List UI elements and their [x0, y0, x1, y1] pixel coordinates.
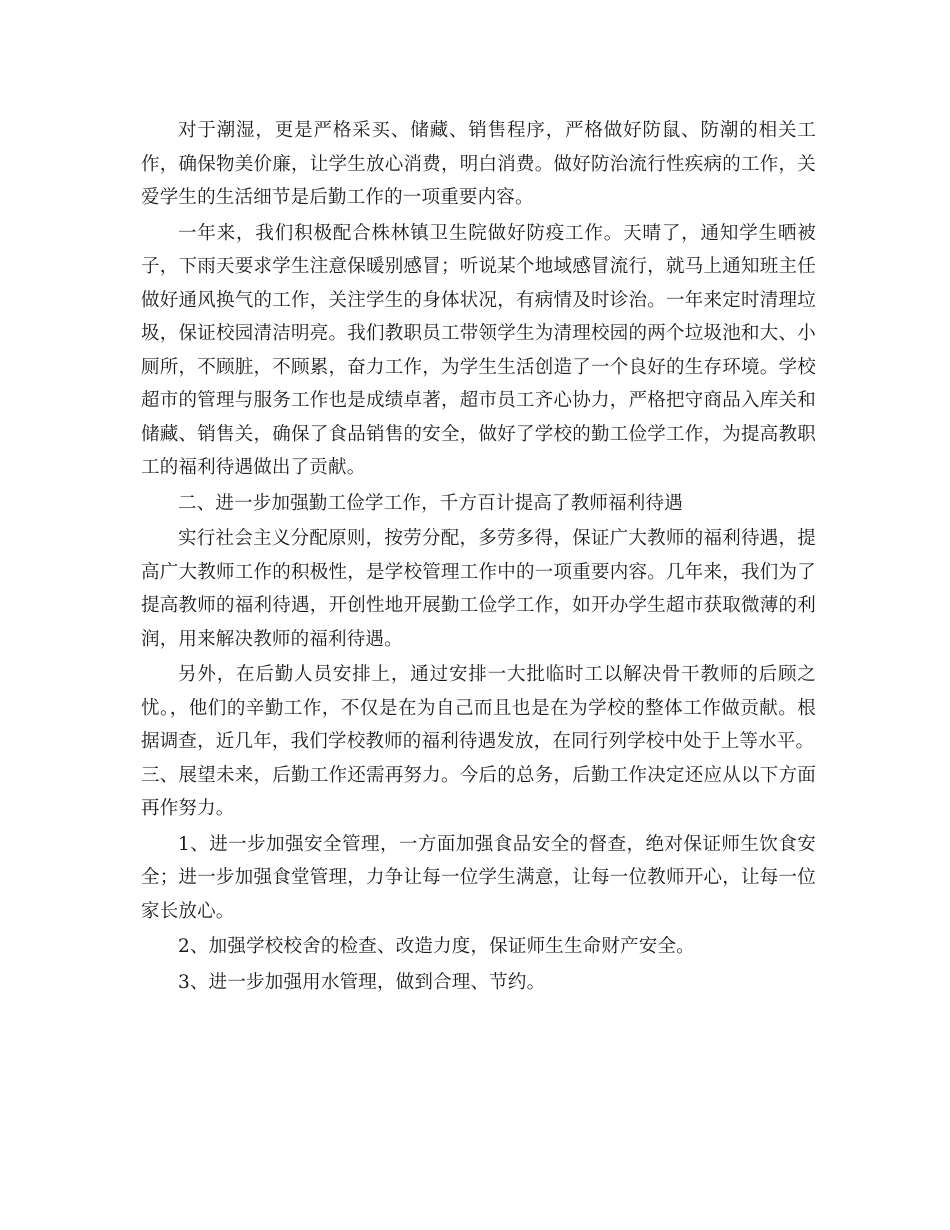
section-heading-work-study: 二、进一步加强勤工俭学工作，千方百计提高了教师福利待遇	[178, 492, 683, 514]
list-item-water-management: 3、进一步加强用水管理，做到合理、节约。	[178, 971, 546, 993]
document-body	[141, 114, 816, 999]
section-heading-outlook: 三、展望未来，后勤工作还需再努力。今后的总务，后勤工作决定还应从以下方面再作努力。	[141, 764, 816, 819]
list-item-safety-management: 1、进一步加强安全管理，一方面加强食品安全的督查，绝对保证师生饮食安全；进一步加强食堂管理，力争让每一位学生满意，让每一位教师开心，让每一位家长放心。	[141, 833, 816, 922]
list-item-building-inspection: 2、加强学校校舍的检查、改造力度，保证师生生命财产安全。	[178, 936, 695, 957]
paragraph-moisture-procurement: 对于潮湿，更是严格采买、储藏、销售程序，严格做好防鼠、防潮的相关工作，确保物美价廉，让学生放心消费，明白消费。做好防治流行性疾病的工作，关爱学生的生活细节是后勤工作的一项重要内容。	[141, 120, 816, 208]
paragraph-epidemic-prevention: 一年来，我们积极配合株林镇卫生院做好防疫工作。天晴了，通知学生晒被子，下雨天要求学生注意保暖别感冒；听说某个地域感冒流行，就马上通知班主任做好通风换气的工作，关注学生的身体状况，有病情及时诊治。一年来定时清理垃圾，保证校园清洁明亮。我们教职员工带领学生为清理校园的两个垃圾池和大、小厕所，不顾脏，不顾累，奋力工作，为学生生活创造了一个良好的生存环境。学校超市的管理与服务工作也是成绩卓著，超市员工齐心协力，严格把守商品入库关和储藏、销售关，确保了食品销售的安全，做好了学校的勤工俭学工作，为提高教职工的福利待遇做出了贡献。	[141, 222, 816, 478]
paragraph-staff-arrangement: 另外，在后勤人员安排上，通过安排一大批临时工以解决骨干教师的后顾之忧。，他们的辛勤工作，不仅是在为自己而且也是在为学校的整体工作做贡献。根据调查，近几年，我们学校教师的福利待遇发放，在同行列学校中处于上等水平。	[141, 664, 816, 752]
paragraph-distribution-principle: 实行社会主义分配原则，按劳分配，多劳多得，保证广大教师的福利待遇，提高广大教师工作的积极性，是学校管理工作中的一项重要内容。几年来，我们为了提高教师的福利待遇，开创性地开展勤工俭学工作，如开办学生超市获取微薄的利润，用来解决教师的福利待遇。	[141, 528, 816, 650]
